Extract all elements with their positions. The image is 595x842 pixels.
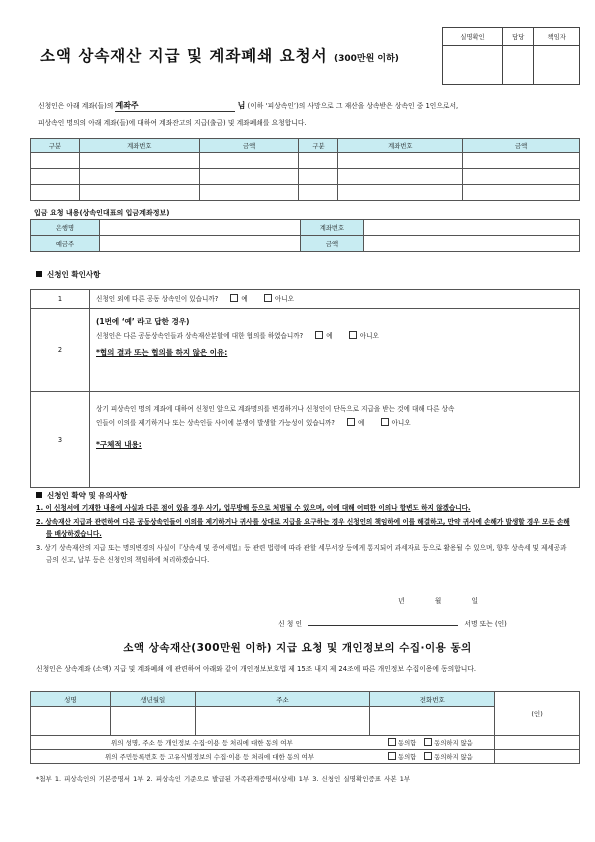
item-2-title: (1번에 ‘예’ 라고 답한 경우)	[96, 317, 190, 326]
consent-q2: 위의 주민등록번호 등 고유식별정보의 수집·이용 등 처리에 대한 동의 여부	[31, 750, 495, 764]
attachments-note: *첨부 1. 피상속인의 기본증명서 1부 2. 피상속인 기준으로 발급된 가족관계증명서(상세) 1부 3. 신청인 실명확인증표 사본 1부	[36, 775, 411, 783]
col-category: 구분	[31, 139, 80, 153]
applicant-label: 신 청 인	[278, 620, 303, 628]
holder-label: 예금주	[31, 236, 100, 252]
date-day: 일	[471, 597, 479, 605]
square-bullet-icon	[36, 271, 42, 277]
item-2-content: (1번에 ‘예’ 라고 답한 경우) 신청인은 다른 공동상속인들과 상속재산분할에 대한 협의를 하였습니까? 예 아니오 *협의 결과 또는 협의를 하지 않은 이유:	[90, 309, 580, 392]
col-account-number: 계좌번호	[79, 139, 199, 153]
approval-header-staff: 담당	[503, 28, 534, 46]
table-row	[31, 185, 580, 201]
page-title-main: 소액 상속재산 지급 및 계좌폐쇄 요청서	[40, 47, 328, 65]
note-3: 3. 상기 상속재산의 지급 또는 명의변경의 사실이『상속세 및 증여세법』등 관련 법령에 따라 관할 세무서장 등에게 통지되어 과세자료 등으로 활용될 수 있으며, 향후 상속세 및 제세공과금의 신고, 납부 등은 신청인의 책임하에 처리하겠습니다.	[36, 543, 567, 564]
deposit-amount-field[interactable]	[364, 236, 580, 252]
col-amount-2: 금액	[463, 139, 580, 153]
approval-header-identity: 실명확인	[443, 28, 503, 46]
deposit-amount-label: 금액	[300, 236, 364, 252]
notes-heading: 신청인 확약 및 유의사항	[36, 490, 127, 501]
intro-line-2: 피상속인 명의의 아래 계좌(들)에 대하여 계좌잔고의 지급(출금) 및 계좌폐쇄를 요청합니다.	[38, 119, 307, 127]
item-1-no: 1	[31, 290, 90, 309]
personal-info-table	[30, 691, 580, 764]
approval-cell-manager[interactable]	[534, 46, 580, 85]
holder-field[interactable]	[99, 236, 300, 252]
checkbox-yes-3[interactable]	[347, 418, 355, 426]
approval-box	[442, 27, 580, 85]
square-bullet-icon	[36, 492, 42, 498]
name-field[interactable]	[31, 707, 111, 736]
honorific: 님	[237, 101, 246, 110]
approval-cell-identity[interactable]	[443, 46, 503, 85]
approval-header-manager: 책임자	[534, 28, 580, 46]
intro-text-b: (이하 ‘피상속인’)의 사망으로 그 재산을 상속받은 상속인 중 1인으로서,	[247, 102, 459, 110]
note-1: 1. 이 신청서에 기재한 내용에 사실과 다른 점이 있을 경우 사기, 업무방해 등으로 처벌될 수 있으며, 이에 대해 어떠한 이의나 항변도 하지 않겠습니다.	[36, 504, 471, 512]
deposit-account-field[interactable]	[364, 220, 580, 236]
checkbox-disagree-1[interactable]	[424, 738, 432, 746]
item-3-no: 3	[31, 392, 90, 488]
checkbox-yes-2[interactable]	[315, 331, 323, 339]
intro-line-1	[38, 100, 458, 112]
seal-label: (인)	[531, 710, 543, 718]
notes-list	[36, 502, 571, 568]
item-2-no: 2	[31, 309, 90, 392]
col-phone: 전화번호	[370, 692, 495, 707]
checkbox-agree-2[interactable]	[388, 752, 396, 760]
checkbox-no-2[interactable]	[349, 331, 357, 339]
item-3-content: 상기 피상속인 명의 계좌에 대하여 신청인 앞으로 계좌명의를 변경하거나 신청인이 단독으로 지급을 받는 것에 대해 다른 상속 인들이 이의를 제기하거나 또는 상속인들 사이에 분쟁이 발생할 가능성이 있습니까? 예 아니오 *구체적 내용:	[90, 392, 580, 488]
phone-field[interactable]	[370, 707, 495, 736]
consent-q1-choices: 동의함 동의하지 않음	[388, 738, 473, 747]
deposit-account-label: 계좌번호	[300, 220, 364, 236]
checkbox-yes-1[interactable]	[230, 294, 238, 302]
address-field[interactable]	[195, 707, 370, 736]
col-birthdate: 생년월일	[110, 692, 195, 707]
intro-text-a: 신청인은 아래 계좌(들)의	[38, 102, 114, 110]
consent-q2-choices: 동의함 동의하지 않음	[388, 752, 473, 761]
confirm-heading: 신청인 확인사항	[36, 269, 100, 280]
consent-intro: 신청인은 상속계좌 (소액) 지급 및 계좌폐쇄 에 관련하여 아래와 같이 개인정보보호법 제 15조 내지 제 24조에 따른 개인정보 수집이용에 동의합니다.	[36, 665, 477, 673]
col-account-number-2: 계좌번호	[338, 139, 463, 153]
approval-cell-staff[interactable]	[503, 46, 534, 85]
consent-q1-options	[495, 736, 580, 750]
item-3-detail[interactable]: *구체적 내용:	[96, 440, 142, 449]
signature-suffix: 서명 또는 (인)	[464, 620, 507, 628]
consent-title: 소액 상속재산(300만원 이하) 지급 요청 및 개인정보의 수집·이용 동의	[123, 642, 472, 654]
table-row	[31, 169, 580, 185]
accounts-table	[30, 138, 580, 201]
col-address: 주소	[195, 692, 370, 707]
col-category-2: 구분	[299, 139, 338, 153]
signature-field[interactable]	[308, 625, 458, 626]
checkbox-no-1[interactable]	[264, 294, 272, 302]
note-2: 2. 상속재산 지급과 관련하여 다른 공동상속인들이 이의를 제기하거나 귀사를 상대로 지급을 요구하는 경우 신청인의 책임하에 이를 해결하고, 만약 귀사에 손해가 발생할 경우 모든 손해를 배상하겠습니다.	[36, 517, 570, 538]
item-2-reason[interactable]: *협의 결과 또는 협의를 하지 않은 이유:	[96, 348, 228, 357]
signature-line	[278, 618, 507, 628]
birthdate-field[interactable]	[110, 707, 195, 736]
table-row	[31, 153, 580, 169]
date-line[interactable]	[398, 595, 478, 605]
col-amount: 금액	[199, 139, 299, 153]
consent-q2-options	[495, 750, 580, 764]
date-year: 년	[398, 597, 405, 605]
seal-cell[interactable]	[495, 692, 580, 736]
checkbox-no-3[interactable]	[381, 418, 389, 426]
deposit-table	[30, 219, 580, 252]
date-month: 월	[434, 597, 442, 605]
confirm-table	[30, 289, 580, 488]
checkbox-disagree-2[interactable]	[424, 752, 432, 760]
col-name: 성명	[31, 692, 111, 707]
checkbox-agree-1[interactable]	[388, 738, 396, 746]
page-title	[40, 44, 399, 66]
deceased-name-field[interactable]: 계좌주	[115, 100, 235, 112]
item-1-content: 신청인 외에 다른 공동 상속인이 있습니까? 예 아니오	[90, 290, 580, 309]
page-title-sub: (300만원 이하)	[333, 54, 399, 64]
bank-field[interactable]	[99, 220, 300, 236]
deposit-caption: 입금 요청 내용(상속인대표의 입금계좌정보)	[34, 209, 170, 217]
consent-q1: 위의 성명, 주소 등 개인정보 수집·이용 등 처리에 대한 동의 여부	[31, 736, 495, 750]
bank-label: 은행명	[31, 220, 100, 236]
